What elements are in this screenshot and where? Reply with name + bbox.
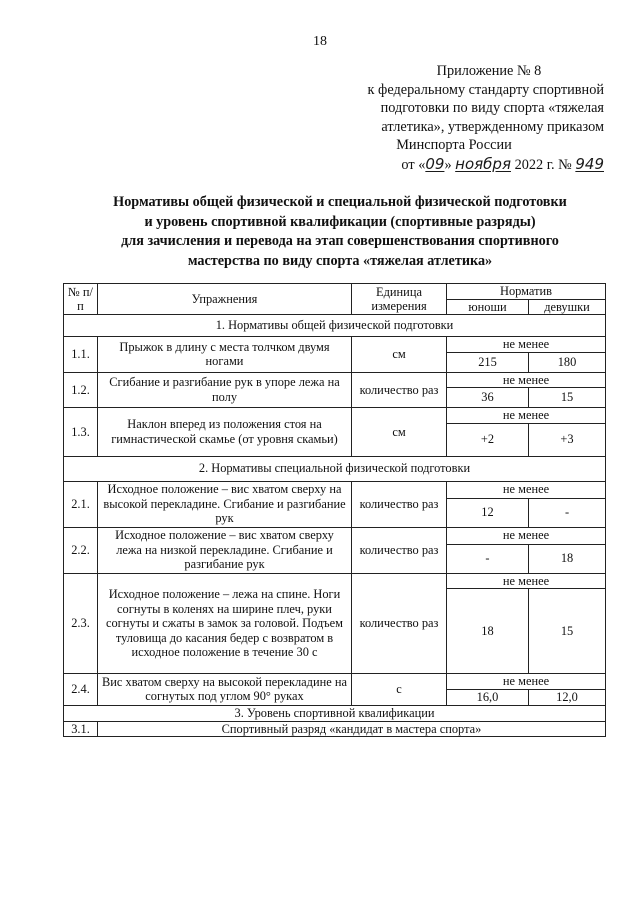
table-row — [64, 481, 606, 498]
header-norm: Норматив — [447, 284, 606, 300]
appendix-line: к федеральному стандарту спортивной — [367, 81, 604, 98]
cell-exercise: Наклон вперед из положения стоя на гимнастической скамье (от уровня скамьи) — [98, 408, 352, 457]
cell-girls: 15 — [529, 388, 606, 408]
page-number: 18 — [313, 34, 327, 49]
handwritten-day: 09 — [425, 154, 445, 173]
cell-condition: не менее — [447, 527, 606, 544]
cell-exercise: Исходное положение – вис хватом сверху лежа на низкой перекладине. Сгибание и разгибание рук — [98, 527, 352, 573]
cell-unit: см — [352, 337, 447, 373]
cell-unit: количество раз — [352, 527, 447, 573]
date-year: 2022 г. № — [514, 156, 572, 173]
title-line: для зачисления и перевода на этап совершенствования спортивного — [121, 233, 559, 249]
section-row — [64, 456, 606, 481]
cell-condition: не менее — [447, 372, 606, 388]
date-mid: » — [444, 156, 452, 173]
cell-boys: - — [447, 544, 529, 573]
cell-exercise: Прыжок в длину с места толчком двумя ногами — [98, 337, 352, 373]
cell-num: 2.4. — [64, 674, 98, 706]
cell-unit: количество раз — [352, 481, 447, 527]
date-prefix: от « — [401, 156, 426, 173]
appendix-block — [344, 62, 604, 175]
cell-boys: +2 — [447, 423, 529, 456]
section-title: 2. Нормативы специальной физической подготовки — [64, 456, 606, 481]
cell-condition: не менее — [447, 481, 606, 498]
cell-unit: количество раз — [352, 573, 447, 674]
title-line: мастерства по виду спорта «тяжелая атлетика» — [187, 252, 493, 269]
cell-num: 1.1. — [64, 337, 98, 373]
cell-girls: 15 — [529, 589, 606, 674]
cell-exercise: Вис хватом сверху на высокой перекладине на согнутых под углом 90° руках — [98, 674, 352, 706]
table-row — [64, 337, 606, 353]
cell-num: 2.3. — [64, 573, 98, 674]
cell-condition: не менее — [447, 337, 606, 353]
title-line: и уровень спортивной квалификации (спортивные разряды) — [144, 213, 536, 230]
section-title: 1. Нормативы общей физической подготовки — [64, 315, 606, 337]
appendix-title: Приложение № 8 — [436, 63, 542, 79]
handwritten-number: 949 — [575, 154, 604, 173]
table-row — [64, 408, 606, 424]
table-row — [64, 573, 606, 589]
handwritten-month: ноября — [455, 154, 511, 173]
section-row — [64, 315, 606, 337]
cell-girls: 180 — [529, 352, 606, 372]
table-row — [64, 674, 606, 690]
header-unit: Единица измерения — [352, 284, 447, 315]
cell-num: 3.1. — [64, 721, 98, 737]
cell-boys: 215 — [447, 352, 529, 372]
cell-girls: 12,0 — [529, 689, 606, 705]
cell-exercise: Сгибание и разгибание рук в упоре лежа на полу — [98, 372, 352, 408]
header-girls: девушки — [529, 299, 606, 315]
cell-exercise: Исходное положение – вис хватом сверху на высокой перекладине. Сгибание и разгибание рук — [98, 481, 352, 527]
cell-condition: не менее — [447, 674, 606, 690]
header-exercise: Упражнения — [98, 284, 352, 315]
cell-num: 1.2. — [64, 372, 98, 408]
cell-boys: 16,0 — [447, 689, 529, 705]
cell-num: 2.1. — [64, 481, 98, 527]
appendix-line: атлетика», утвержденному приказом — [381, 118, 604, 135]
cell-num: 2.2. — [64, 527, 98, 573]
header-boys: юноши — [447, 299, 529, 315]
cell-girls: +3 — [529, 423, 606, 456]
cell-unit: количество раз — [352, 372, 447, 408]
cell-num: 1.3. — [64, 408, 98, 457]
cell-exercise: Исходное положение – лежа на спине. Ноги согнуты в коленях на ширине плеч, руки согнуты и сжаты в замок за головой. Подъем туловища до касания бедер с возвратом в исходное положение в течение 30 с — [98, 573, 352, 674]
table-row — [64, 527, 606, 544]
document-title — [90, 193, 590, 271]
norms-table — [63, 283, 606, 737]
header-num: № п/п — [64, 284, 98, 315]
table-header-row — [64, 284, 606, 300]
cell-condition: не менее — [447, 573, 606, 589]
appendix-line: Минспорта России — [396, 137, 512, 154]
appendix-date-line — [344, 155, 604, 175]
cell-unit: с — [352, 674, 447, 706]
cell-girls: - — [529, 498, 606, 527]
table-row — [64, 372, 606, 388]
cell-unit: см — [352, 408, 447, 457]
cell-boys: 12 — [447, 498, 529, 527]
section-row — [64, 705, 606, 721]
cell-girls: 18 — [529, 544, 606, 573]
appendix-line: подготовки по виду спорта «тяжелая — [380, 100, 604, 117]
cell-condition: не менее — [447, 408, 606, 424]
table-row — [64, 721, 606, 737]
section-title: 3. Уровень спортивной квалификации — [64, 705, 606, 721]
cell-qualification: Спортивный разряд «кандидат в мастера спорта» — [98, 721, 606, 737]
cell-boys: 36 — [447, 388, 529, 408]
title-line: Нормативы общей физической и специальной физической подготовки — [113, 194, 567, 210]
cell-boys: 18 — [447, 589, 529, 674]
